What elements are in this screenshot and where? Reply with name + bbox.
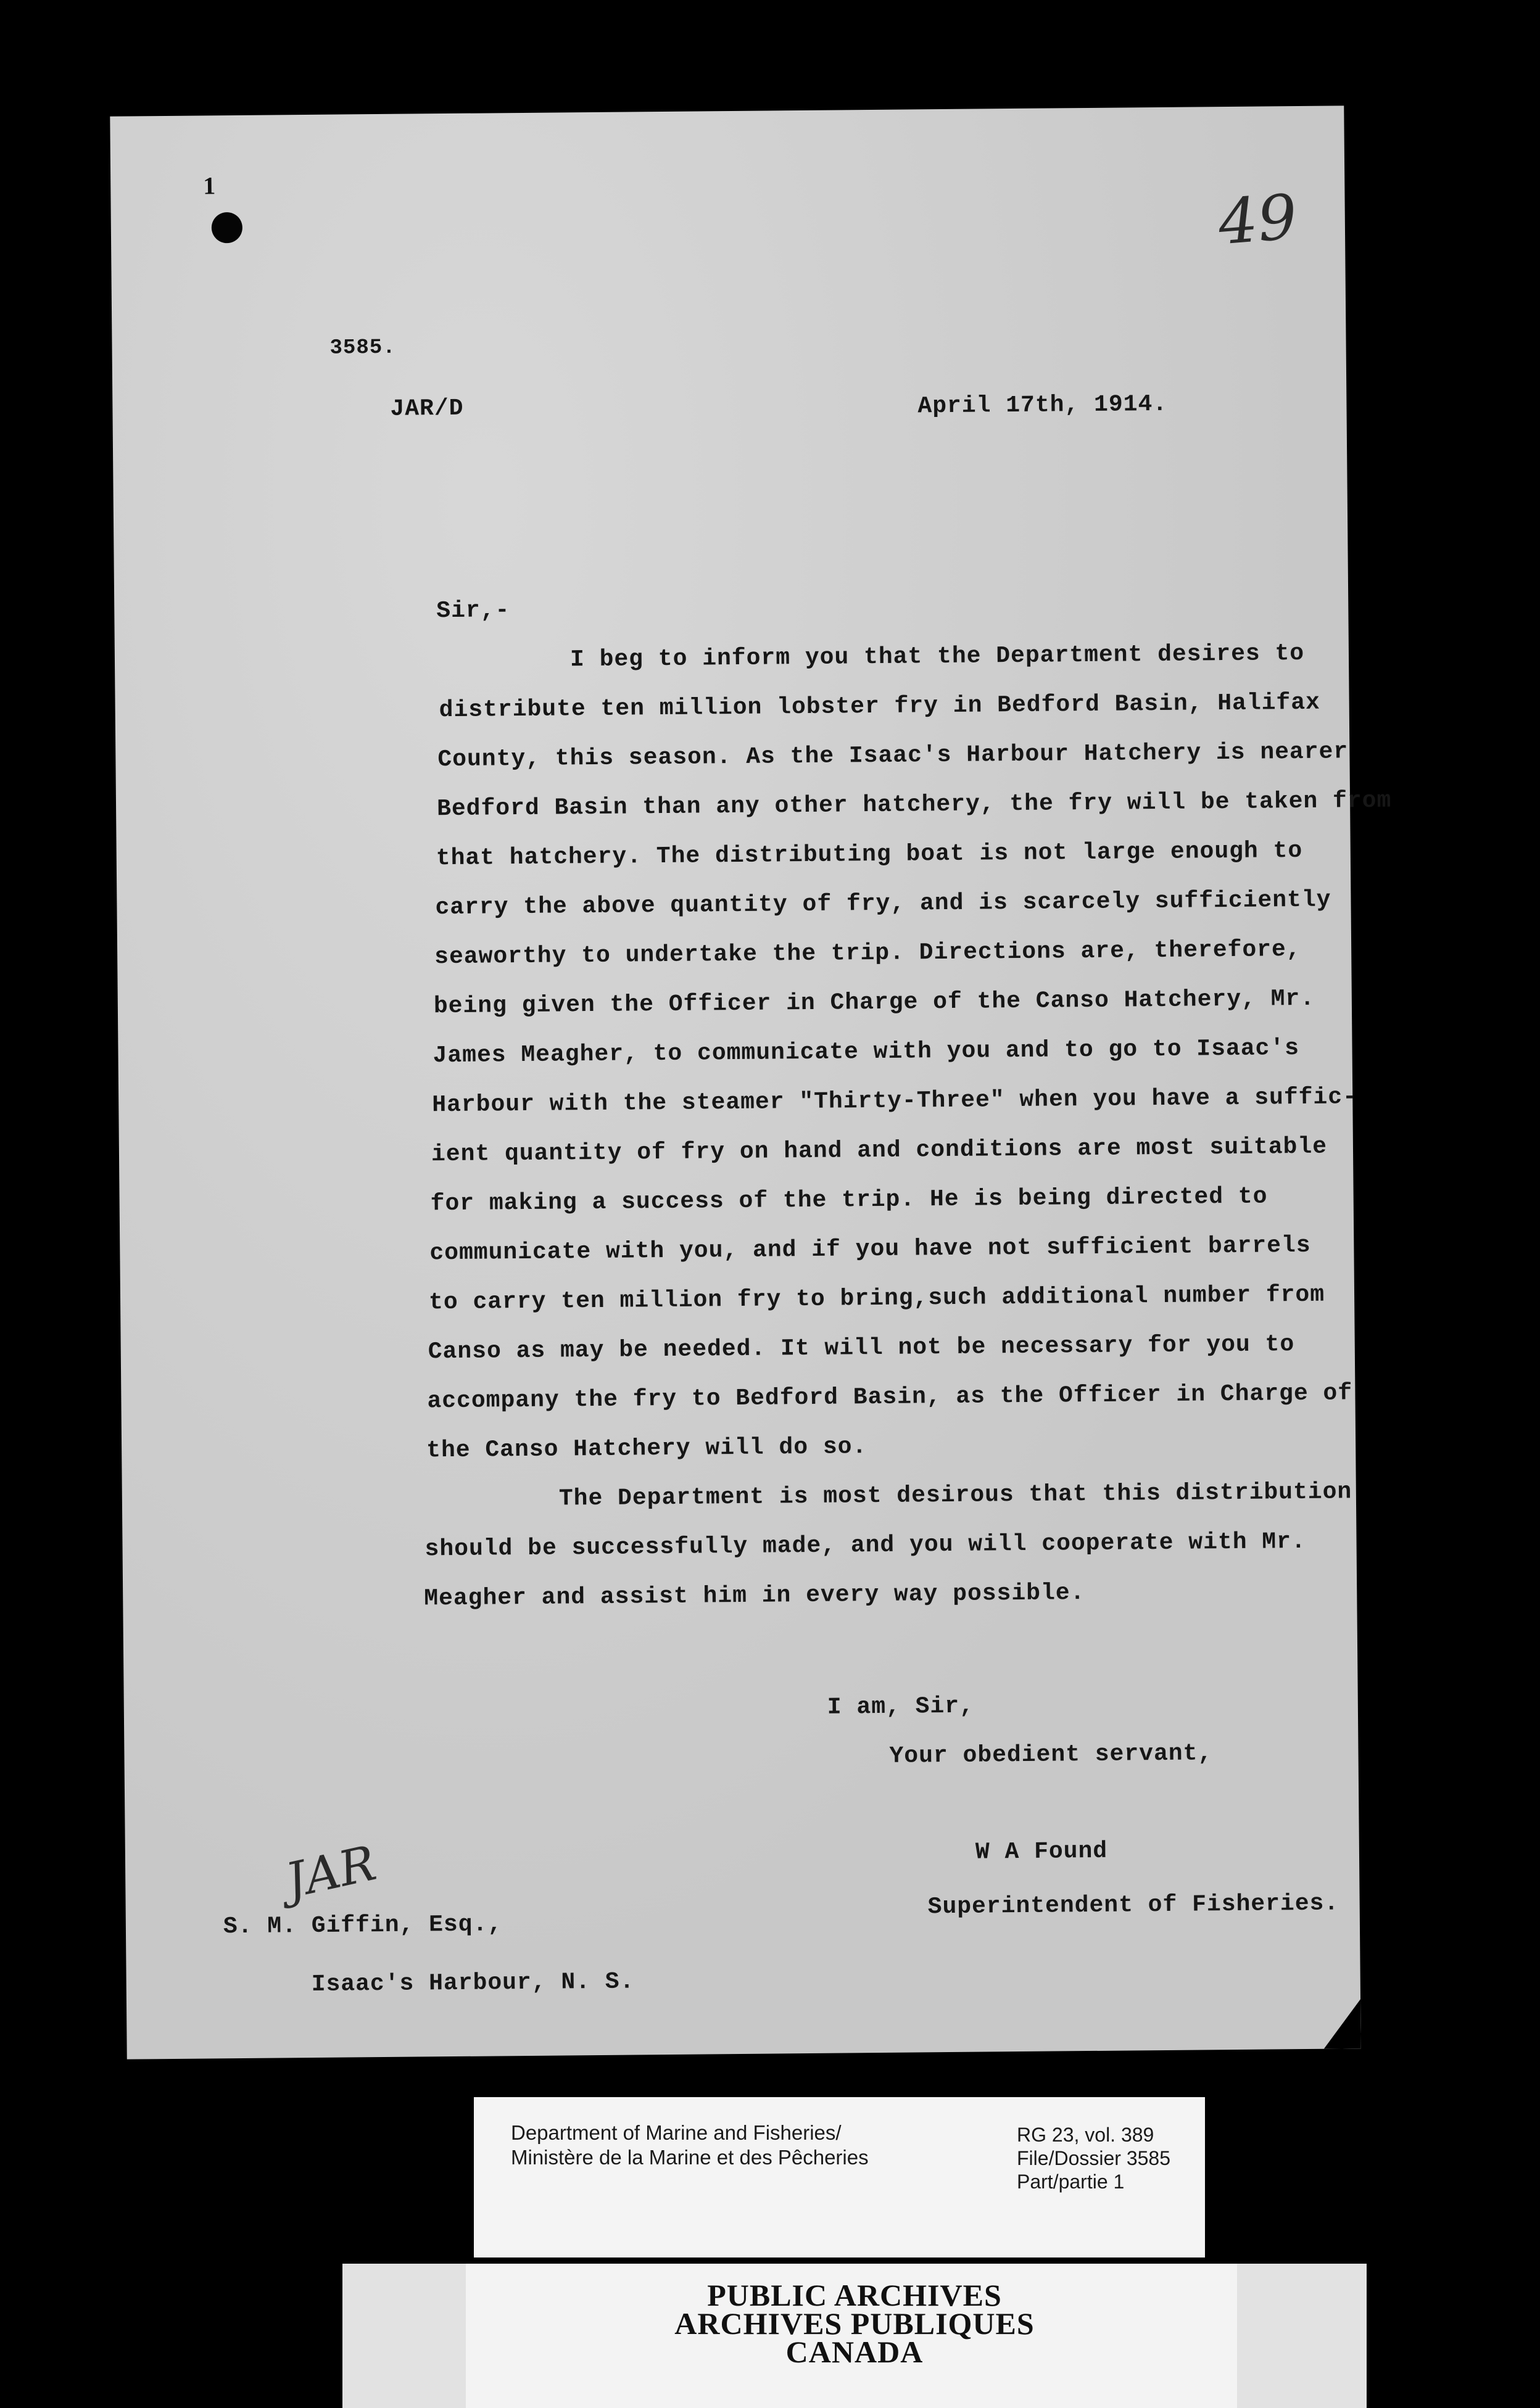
- body-line: communicate with you, and if you have not sufficient barrels: [429, 1232, 1311, 1267]
- body-line: carry the above quantity of fry, and is scarcely sufficiently: [435, 886, 1331, 922]
- body-line: Meagher and assist him in every way possible.: [424, 1580, 1085, 1612]
- body-line: ient quantity of fry on hand and conditions are most suitable: [431, 1133, 1328, 1168]
- body-line: to carry ten million fry to bring,such additional number from: [428, 1281, 1325, 1316]
- letter-date: April 17th, 1914.: [917, 390, 1168, 420]
- file-dossier: File/Dossier 3585: [1017, 2147, 1170, 2169]
- signature-title: Superintendent of Fisheries.: [927, 1890, 1339, 1921]
- record-group: RG 23, vol. 389: [1017, 2124, 1154, 2146]
- file-reference-block: [1017, 2123, 1170, 2193]
- body-line: accompany the fry to Bedford Basin, as the Officer in Charge of: [427, 1380, 1353, 1415]
- salutation: Sir,-: [436, 597, 510, 625]
- signature-name: W A Found: [975, 1837, 1108, 1866]
- punch-hole: [212, 212, 242, 243]
- file-part: Part/partie 1: [1017, 2171, 1125, 2193]
- stamp-line-1: PUBLIC ARCHIVES: [707, 2278, 1002, 2312]
- body-line: County, this season. As the Isaac's Harbour Hatchery is nearer: [437, 738, 1349, 773]
- body-line: that hatchery. The distributing boat is not large enough to: [436, 837, 1303, 872]
- body-line: I beg to inform you that the Department desires to: [569, 640, 1305, 674]
- body-line: being given the Officer in Charge of the Canso Hatchery, Mr.: [433, 985, 1315, 1020]
- file-number: 3585.: [329, 336, 396, 360]
- stamp-text: [342, 2278, 1367, 2369]
- department-fr: Ministère de la Marine et des Pêcheries: [511, 2146, 869, 2169]
- body-line: seaworthy to undertake the trip. Directions are, therefore,: [434, 936, 1301, 971]
- department-block: [511, 2121, 869, 2170]
- body-line: The Department is most desirous that this distribution: [558, 1478, 1352, 1512]
- corner-mark: 1: [203, 171, 216, 200]
- torn-corner: [1323, 1999, 1361, 2049]
- body-line: should be successfully made, and you will cooperate with Mr.: [424, 1528, 1306, 1563]
- body-line: the Canso Hatchery will do so.: [426, 1433, 867, 1464]
- stamp-line-2: ARCHIVES PUBLIQUES: [674, 2306, 1035, 2341]
- reference-code: JAR/D: [390, 395, 464, 423]
- body-line: Canso as may be needed. It will not be necessary for you to: [428, 1331, 1295, 1366]
- stamp-line-3: CANADA: [785, 2335, 924, 2369]
- addressee-name: S. M. Giffin, Esq.,: [223, 1911, 503, 1940]
- public-archives-stamp: [342, 2264, 1367, 2408]
- archive-reference-label: [474, 2097, 1205, 2258]
- closing-line: I am, Sir,: [827, 1693, 975, 1721]
- body-line: for making a success of the trip. He is being directed to: [430, 1183, 1268, 1218]
- body-line: Bedford Basin than any other hatchery, the fry will be taken from: [436, 787, 1392, 823]
- closing-line: Your obedient servant,: [889, 1740, 1213, 1770]
- body-line: James Meagher, to communicate with you and to go to Isaac's: [433, 1035, 1300, 1070]
- folio-number: 49: [1215, 180, 1300, 259]
- body-line: Harbour with the steamer "Thirty-Three" when you have a suffic-: [432, 1084, 1358, 1119]
- department-en: Department of Marine and Fisheries/: [511, 2121, 842, 2144]
- body-line: distribute ten million lobster fry in Bedford Basin, Halifax: [439, 689, 1321, 724]
- handwritten-initials: JAR: [281, 1836, 381, 1910]
- addressee-place: Isaac's Harbour, N. S.: [311, 1968, 635, 1998]
- letter-page: [110, 105, 1392, 2059]
